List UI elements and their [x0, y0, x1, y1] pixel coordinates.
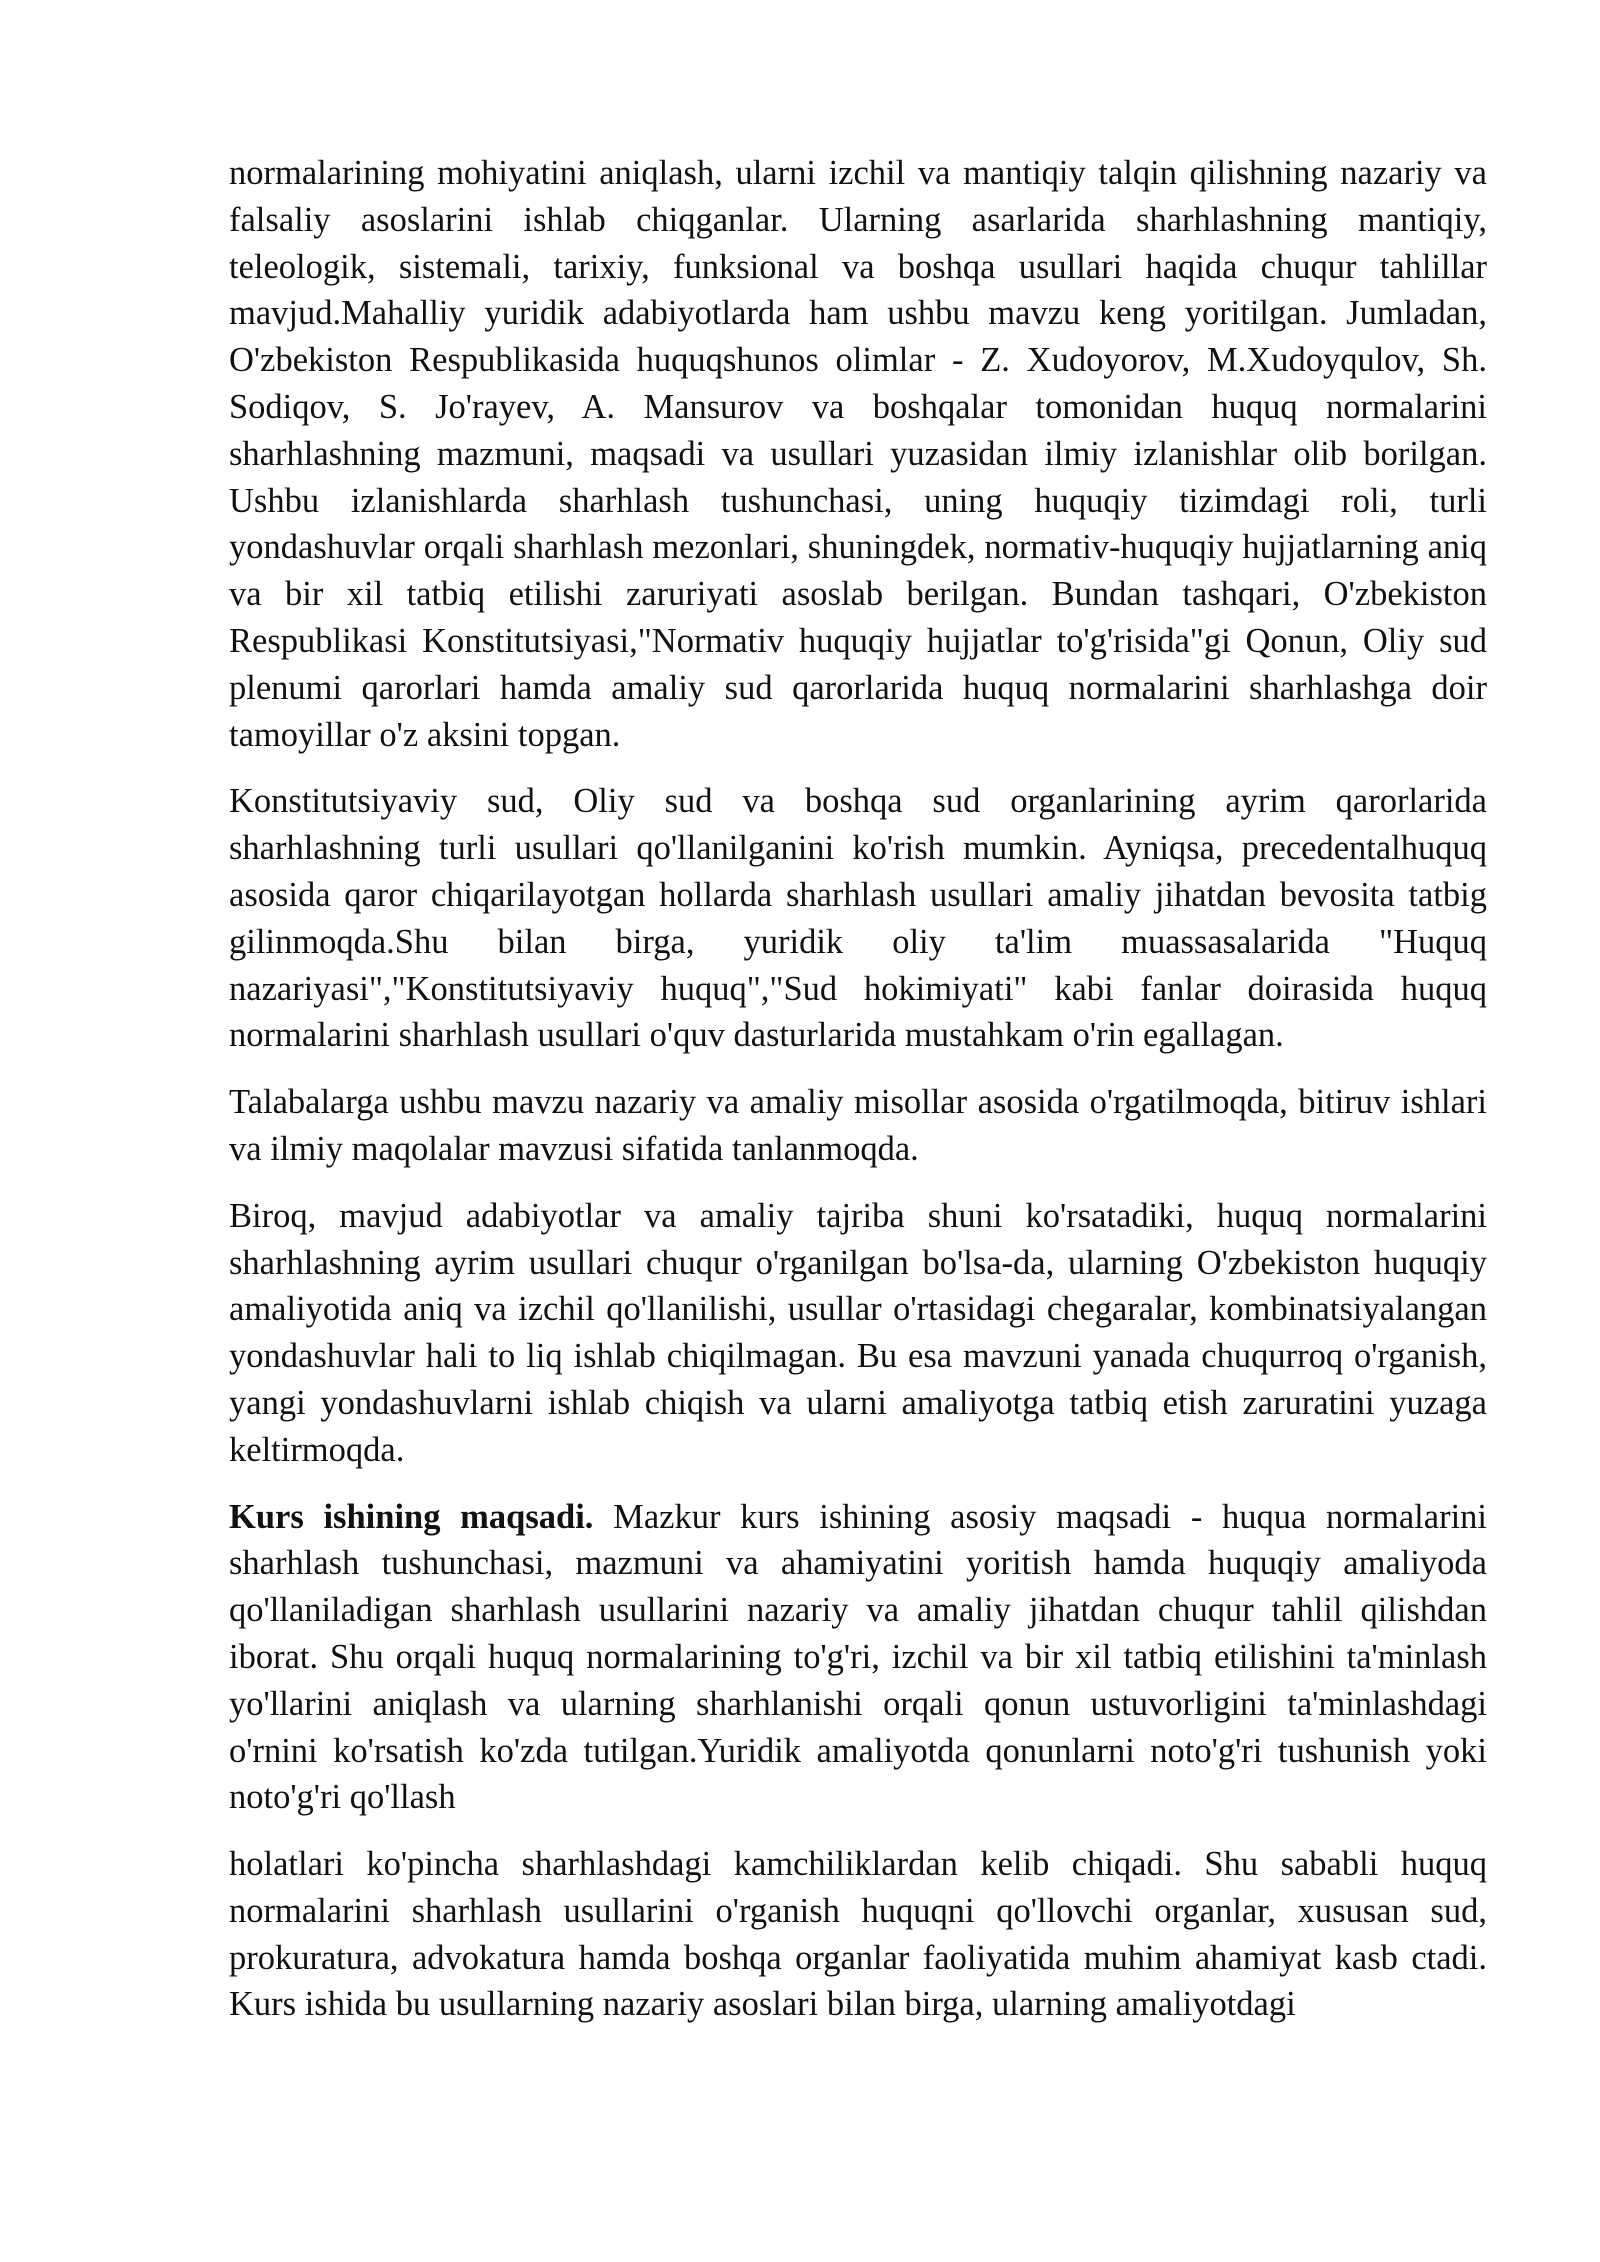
section-heading-course-goal: Kurs ishining maqsadi.	[229, 1497, 594, 1536]
paragraph-1	[229, 150, 1487, 758]
paragraph-2-text: Konstitutsiyaviy sud, Oliy sud va boshqa sud organlarining ayrim qarorlarida sharhlashning turli usullari qo'llanilganini ko'rish mumkin. Ayniqsa, precedentalhuquq asosida qaror chiqarilayotgan hollarda sharhlash usullari amaliy jihatdan bevosita tatbig gilinmoqda.Shu bilan birga, yuridik oliy ta'lim muassasalarida "Huquq nazariyasi","Konstitutsiyaviy huquq","Sud hokimiyati" kabi fanlar doirasida huquq normalarini sharhlash usullari o'quv dasturlarida mustahkam o'rin egallagan.	[229, 782, 1487, 1055]
paragraph-2	[229, 778, 1487, 1059]
paragraph-3	[229, 1079, 1487, 1173]
paragraph-3-text: Talabalarga ushbu mavzu nazariy va amaliy misollar asosida o'rgatilmoqda, bitiruv ishlari va ilmiy maqolalar mavzusi sifatida tanlanmoqda.	[229, 1083, 1487, 1168]
paragraph-4	[229, 1193, 1487, 1474]
paragraph-1-text: normalarining mohiyatini aniqlash, ularni izchil va mantiqiy talqin qilishning nazariy va falsaliy asoslarini ishlab chiqganlar. Ularning asarlarida sharhlashning mantiqiy, teleologik, sistemali, tarixiy, funksional va boshqa usullari haqida chuqur tahlillar mavjud.Mahalliy yuridik adabiyotlarda ham ushbu mavzu keng yoritilgan. Jumladan, O'zbekiston Respublikasida huquqshunos olimlar - Z. Xudoyorov, M.Xudoyqulov, Sh. Sodiqov, S. Jo'rayev, A. Mansurov va boshqalar tomonidan huquq normalarini sharhlashning mazmuni, maqsadi va usullari yuzasidan ilmiy izlanishlar olib borilgan. Ushbu izlanishlarda sharhlash tushunchasi, uning huquqiy tizimdagi roli, turli yondashuvlar orqali sharhlash mezonlari, shuningdek, normativ-huquqiy hujjatlarning aniq va bir xil tatbiq etilishi zaruriyati asoslab berilgan. Bundan tashqari, O'zbekiston Respublikasi Konstitutsiyasi,"Normativ huquqiy hujjatlar to'g'risida"gi Qonun, Oliy sud plenumi qarorlari hamda amaliy sud qarorlarida huquq normalarini sharhlashga doir tamoyillar o'z aksini topgan.	[229, 154, 1487, 754]
paragraph-4-text: Biroq, mavjud adabiyotlar va amaliy tajriba shuni ko'rsatadiki, huquq normalarini sharhlashning ayrim usullari chuqur o'rganilgan bo'lsa-da, ularning O'zbekiston huquqiy amaliyotida aniq va izchil qo'llanilishi, usullar o'rtasidagi chegaralar, kombinatsiyalangan yondashuvlar hali to liq ishlab chiqilmagan. Bu esa mavzuni yanada chuqurroq o'rganish, yangi yondashuvlarni ishlab chiqish va ularni amaliyotga tatbiq etish zaruratini yuzaga keltirmoqda.	[229, 1196, 1487, 1469]
document-page	[229, 150, 1487, 2048]
paragraph-5-text: Mazkur kurs ishining asosiy maqsadi - huqua normalarini sharhlash tushunchasi, mazmuni va ahamiyatini yoritish hamda huquqiy amaliyoda qo'llaniladigan sharhlash usullarini nazariy va amaliy jihatdan chuqur tahlil qilishdan iborat. Shu orqali huquq normalarining to'g'ri, izchil va bir xil tatbiq etilishini ta'minlash yo'llarini aniqlash va ularning sharhlanishi orqali qonun ustuvorligini ta'minlashdagi o'rnini ko'rsatish ko'zda tutilgan.Yuridik amaliyotda qonunlarni noto'g'ri tushunish yoki noto'g'ri qo'llash	[229, 1497, 1487, 1817]
paragraph-6-text: holatlari ko'pincha sharhlashdagi kamchiliklardan kelib chiqadi. Shu sababli huquq normalarini sharhlash usullarini o'rganish huquqni qo'llovchi organlar, xususan sud, prokuratura, advokatura hamda boshqa organlar faoliyatida muhim ahamiyat kasb ctadi. Kurs ishida bu usullarning nazariy asoslari bilan birga, ularning amaliyotdagi	[229, 1845, 1487, 2024]
paragraph-5	[229, 1494, 1487, 1822]
paragraph-6	[229, 1841, 1487, 2028]
